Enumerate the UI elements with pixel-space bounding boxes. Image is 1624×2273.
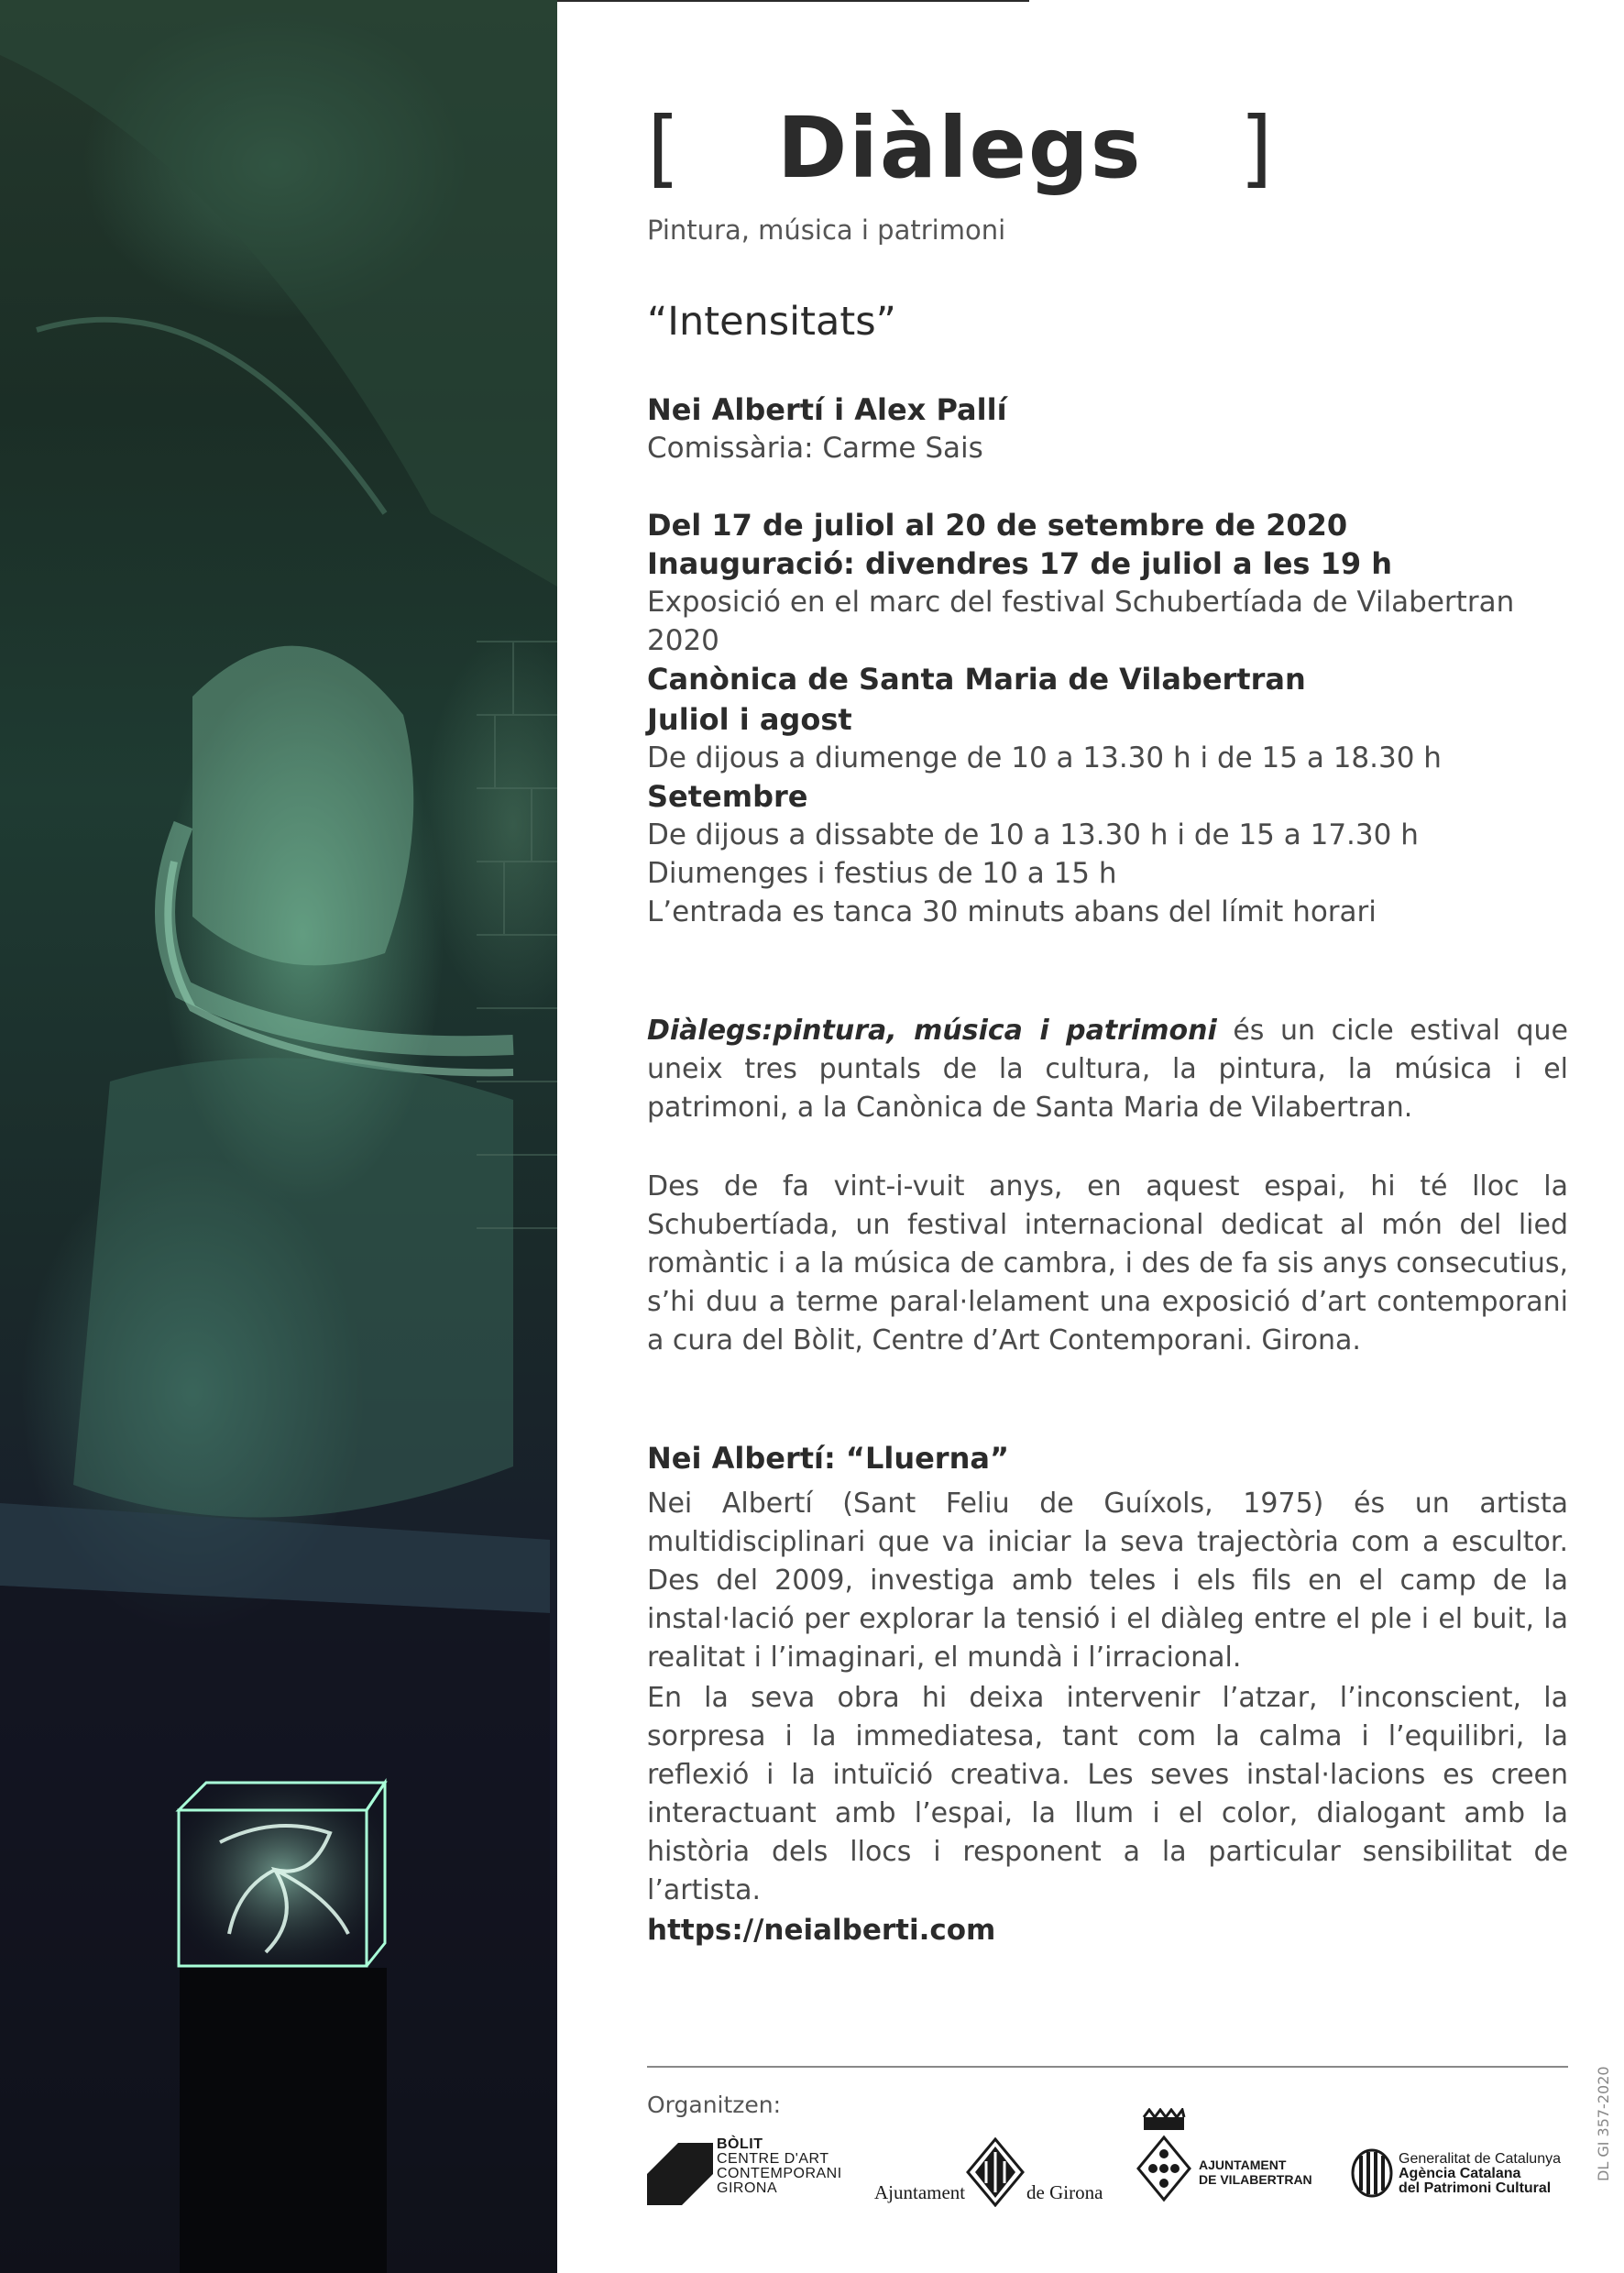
bolit-line-1: BÒLIT <box>717 2136 763 2152</box>
show-title: “Intensitats” <box>647 299 896 345</box>
gencat-line-1: Generalitat de Catalunya <box>1399 2151 1561 2167</box>
girona-logo <box>874 2136 1103 2214</box>
bolit-logo <box>647 2137 849 2211</box>
bolit-text <box>717 2137 842 2196</box>
title-text: Diàlegs <box>776 99 1143 197</box>
september-head: Setembre <box>647 779 808 814</box>
gencat-bars-icon <box>1351 2148 1393 2198</box>
curator: Comissària: Carme Sais <box>647 432 983 465</box>
bolit-line-2: CENTRE D'ART <box>717 2151 829 2167</box>
intro-rest: és un cicle estival que uneix tres puntals de la cultura, la pintura, la música i el patrimoni, a la Canònica de Santa Maria de Vilabertran. <box>647 1015 1568 1124</box>
vilabertran-crown-icon <box>1136 2108 1191 2211</box>
subtitle: Pintura, música i patrimoni <box>647 214 1006 246</box>
gencat-line-2: Agència Catalana <box>1399 2166 1521 2181</box>
event-block <box>647 506 1568 698</box>
summer-head: Juliol i agost <box>647 702 852 737</box>
schedule-block <box>647 700 1568 931</box>
event-dates: Del 17 de juliol al 20 de setembre de 2020 <box>647 508 1348 543</box>
artist-website-link[interactable]: https://neialberti.com <box>647 1914 996 1947</box>
vilabertran-line-1: AJUNTAMENT <box>1199 2158 1287 2172</box>
girona-shield-icon <box>966 2137 1025 2207</box>
organizers-label: Organitzen: <box>647 2092 782 2118</box>
intro-paragraph-1 <box>647 1012 1568 1127</box>
sunday-hours: Diumenges i festius de 10 a 15 h <box>647 857 1117 890</box>
event-opening: Inauguració: divendres 17 de juliol a les 19 h <box>647 546 1393 581</box>
girona-text-left: Ajuntament <box>874 2181 966 2203</box>
legal-deposit: DL GI 357-2020 <box>1595 2066 1612 2181</box>
glass-cube <box>179 1783 385 1966</box>
installation-photo <box>0 0 557 2273</box>
artist-names: Nei Albertí i Alex Pallí <box>647 392 1007 427</box>
girona-text-right: de Girona <box>1026 2181 1103 2203</box>
bracket-open: [ <box>647 99 680 197</box>
pedestal <box>180 1968 387 2273</box>
bracket-close: ] <box>1239 99 1273 197</box>
vilabertran-text <box>1199 2158 1312 2187</box>
photo-shapes <box>0 0 557 2273</box>
bolit-line-3: CONTEMPORANI <box>717 2166 842 2181</box>
artist-paragraph-2: En la seva obra hi deixa intervenir l’atzar, l’inconscient, la sorpresa i la immediatesa, tant com la calma i l’equilibri, la reflexió i la intuïció creativa. Les seves instal·lacions es creen interactuant amb l’espai, la llum i el color, dialogant amb la història dels llocs i responent a la particular sensibilitat de l’artista. <box>647 1682 1568 1906</box>
bolit-logo-icon <box>647 2143 713 2205</box>
footer-divider <box>647 2066 1568 2068</box>
intro-lead: Diàlegs:pintura, música i patrimoni <box>647 1015 1217 1047</box>
gencat-line-3: del Patrimoni Cultural <box>1399 2180 1552 2196</box>
event-context: Exposició en el marc del festival Schubertíada de Vilabertran 2020 <box>647 586 1515 657</box>
top-rule <box>557 0 1029 2</box>
page-title <box>647 99 1272 197</box>
summer-hours: De dijous a diumenge de 10 a 13.30 h i de 15 a 18.30 h <box>647 741 1442 774</box>
gencat-text <box>1399 2152 1561 2196</box>
closing-note: L’entrada es tanca 30 minuts abans del límit horari <box>647 895 1377 928</box>
artist-heading: Nei Albertí: “Lluerna” <box>647 1441 1009 1476</box>
artist-paragraph-1: Nei Albertí (Sant Feliu de Guíxols, 1975) és un artista multidisciplinari que va iniciar la seva trajectòria com a escultor. Des del 2009, investiga amb teles i els fils en el camp de la instal·lació per explorar la tensió i el diàleg entre el ple i el buit, la realitat i l’imaginari, el mundà i l’irracional. <box>647 1488 1568 1674</box>
event-venue: Canònica de Santa Maria de Vilabertran <box>647 662 1306 697</box>
september-hours: De dijous a dissabte de 10 a 13.30 h i de 15 a 17.30 h <box>647 818 1419 851</box>
gencat-logo <box>1351 2148 1575 2203</box>
bolit-line-4: GIRONA <box>717 2180 778 2196</box>
artists-block <box>647 390 1568 467</box>
intro-paragraph-2: Des de fa vint-i-vuit anys, en aquest espai, hi té lloc la Schubertíada, un festival internacional dedicat al món del lied romàntic i a la música de cambra, i des de fa sis anys consecutius, s’hi duu a terme paral·lelament una exposició d’art contemporani a cura del Bòlit, Centre d’Art Contemporani. Girona. <box>647 1170 1568 1356</box>
vilabertran-logo <box>1136 2108 1311 2218</box>
vilabertran-line-2: DE VILABERTRAN <box>1199 2172 1312 2187</box>
